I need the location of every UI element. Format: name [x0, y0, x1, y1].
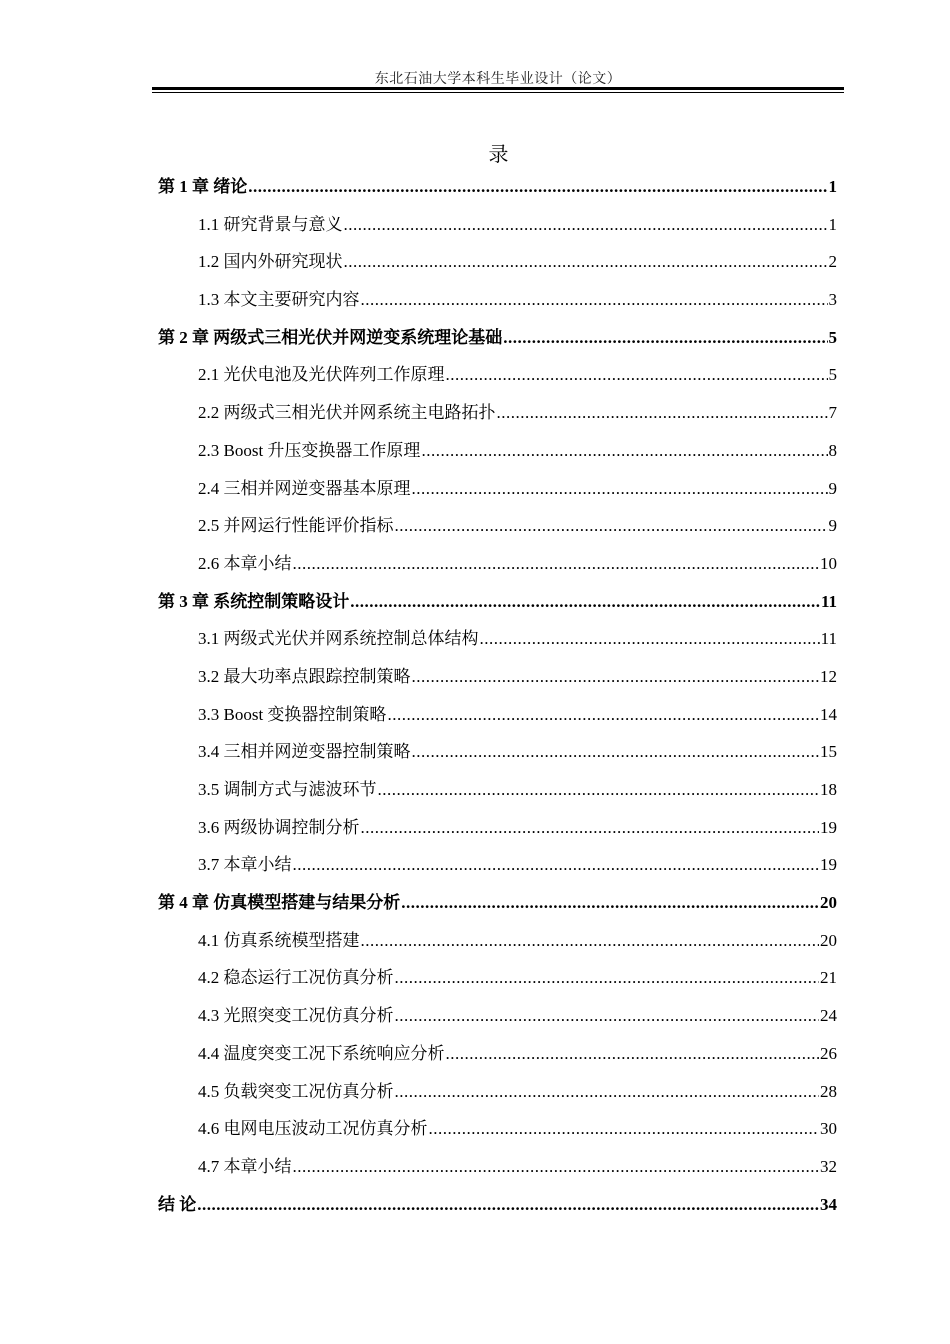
- dot-leader: [395, 1073, 820, 1111]
- toc-entry-title: 1.3 本文主要研究内容: [198, 290, 360, 310]
- toc-entry-title: 2.5 并网运行性能评价指标: [198, 516, 394, 536]
- toc-entry-title: 2.1 光伏电池及光伏阵列工作原理: [198, 365, 445, 385]
- toc-page-number: 32: [820, 1156, 837, 1176]
- dot-leader: [361, 281, 828, 319]
- toc-title: 录: [488, 144, 509, 166]
- toc-page-number: 28: [820, 1081, 837, 1101]
- toc-section-entry[interactable]: [158, 1073, 837, 1111]
- toc-entry-title: 1.1 研究背景与意义: [198, 214, 343, 234]
- toc-entry-title: 第 4 章 仿真模型搭建与结果分析: [158, 893, 401, 913]
- toc-entry-title: 2.2 两级式三相光伏并网系统主电路拓扑: [198, 403, 496, 423]
- toc-page-number: 15: [820, 742, 837, 762]
- toc-section-entry[interactable]: [158, 771, 837, 809]
- dot-leader: [387, 696, 819, 734]
- toc-entry-title: 第 2 章 两级式三相光伏并网逆变系统理论基础: [158, 327, 503, 347]
- toc-page-number: 10: [820, 553, 837, 573]
- toc-section-entry[interactable]: [158, 356, 837, 394]
- dot-leader: [395, 507, 828, 545]
- toc-section-entry[interactable]: [158, 809, 837, 847]
- dot-leader: [293, 545, 820, 583]
- toc-entry-title: 第 1 章 绪论: [158, 177, 248, 196]
- toc-section-entry[interactable]: [158, 394, 837, 432]
- table-of-contents: [158, 168, 837, 1223]
- toc-page-number: 14: [820, 704, 837, 724]
- dot-leader: [350, 583, 820, 621]
- toc-section-entry[interactable]: [158, 733, 837, 771]
- toc-section-entry[interactable]: [158, 658, 837, 696]
- toc-entry-title: 4.3 光照突变工况仿真分析: [198, 1006, 394, 1026]
- dot-leader: [344, 206, 828, 244]
- dot-leader: [395, 997, 820, 1035]
- toc-page-number: 12: [820, 666, 837, 686]
- toc-page-number: 11: [820, 629, 837, 649]
- toc-entry-title: 3.7 本章小结: [198, 855, 292, 875]
- toc-page-number: 5: [828, 327, 837, 347]
- header-rule-thick: [152, 87, 844, 90]
- toc-page-number: 24: [820, 1006, 837, 1026]
- toc-entry-title: 结 论: [158, 1194, 197, 1214]
- toc-chapter-entry[interactable]: [158, 1186, 837, 1224]
- toc-section-entry[interactable]: [158, 432, 837, 470]
- toc-page-number: 34: [820, 1194, 837, 1214]
- toc-chapter-entry[interactable]: [158, 319, 837, 357]
- toc-entry-title: 4.7 本章小结: [198, 1156, 292, 1176]
- toc-entry-title: 4.6 电网电压波动工况仿真分析: [198, 1119, 428, 1139]
- toc-page-number: 1: [828, 177, 837, 196]
- toc-page-number: 9: [828, 478, 837, 498]
- dot-leader: [344, 243, 828, 281]
- toc-chapter-entry[interactable]: [158, 168, 837, 206]
- toc-section-entry[interactable]: [158, 959, 837, 997]
- running-header: 东北石油大学本科生毕业设计（论文）: [374, 72, 622, 87]
- toc-section-entry[interactable]: [158, 1110, 837, 1148]
- dot-leader: [412, 733, 820, 771]
- toc-section-entry[interactable]: [158, 507, 837, 545]
- dot-leader: [480, 620, 820, 658]
- toc-page-number: 20: [820, 893, 837, 913]
- toc-section-entry[interactable]: [158, 922, 837, 960]
- dot-leader: [446, 1035, 820, 1073]
- toc-section-entry[interactable]: [158, 620, 837, 658]
- toc-section-entry[interactable]: [158, 470, 837, 508]
- toc-entry-title: 4.2 稳态运行工况仿真分析: [198, 968, 394, 988]
- toc-section-entry[interactable]: [158, 281, 837, 319]
- toc-entry-title: 3.5 调制方式与滤波环节: [198, 780, 377, 799]
- toc-section-entry[interactable]: [158, 243, 837, 281]
- toc-page-number: 11: [820, 591, 837, 611]
- toc-entry-title: 2.6 本章小结: [198, 553, 292, 573]
- toc-page-number: 18: [820, 780, 837, 799]
- toc-section-entry[interactable]: [158, 1035, 837, 1073]
- toc-entry-title: 第 3 章 系统控制策略设计: [158, 591, 350, 611]
- toc-entry-title: 2.4 三相并网逆变器基本原理: [198, 478, 411, 498]
- toc-page-number: 20: [820, 930, 837, 950]
- toc-section-entry[interactable]: [158, 206, 837, 244]
- toc-entry-title: 4.4 温度突变工况下系统响应分析: [198, 1043, 445, 1063]
- dot-leader: [248, 168, 827, 206]
- dot-leader: [361, 809, 820, 847]
- toc-entry-title: 3.3 Boost 变换器控制策略: [198, 704, 387, 724]
- dot-leader: [412, 470, 828, 508]
- dot-leader: [197, 1186, 819, 1224]
- toc-page-number: 5: [828, 365, 837, 385]
- toc-entry-title: 3.6 两级协调控制分析: [198, 817, 360, 837]
- toc-section-entry[interactable]: [158, 1148, 837, 1186]
- toc-entry-title: 3.2 最大功率点跟踪控制策略: [198, 666, 411, 686]
- toc-section-entry[interactable]: [158, 997, 837, 1035]
- toc-page-number: 9: [828, 516, 837, 536]
- toc-page-number: 1: [828, 214, 837, 234]
- dot-leader: [361, 922, 820, 960]
- toc-entry-title: 2.3 Boost 升压变换器工作原理: [198, 440, 421, 460]
- toc-section-entry[interactable]: [158, 846, 837, 884]
- toc-entry-title: 3.1 两级式光伏并网系统控制总体结构: [198, 629, 479, 649]
- toc-page-number: 26: [820, 1043, 837, 1063]
- dot-leader: [293, 846, 820, 884]
- toc-page-number: 3: [828, 290, 837, 310]
- toc-page-number: 19: [820, 855, 837, 875]
- dot-leader: [421, 432, 827, 470]
- dot-leader: [401, 884, 819, 922]
- toc-page-number: 8: [828, 440, 837, 460]
- toc-page-number: 19: [820, 817, 837, 837]
- toc-entry-title: 3.4 三相并网逆变器控制策略: [198, 742, 411, 762]
- toc-page-number: 21: [820, 968, 837, 988]
- toc-entry-title: 4.5 负载突变工况仿真分析: [198, 1081, 394, 1101]
- dot-leader: [412, 658, 820, 696]
- dot-leader: [395, 959, 820, 997]
- toc-entry-title: 4.1 仿真系统模型搭建: [198, 930, 360, 950]
- toc-section-entry[interactable]: [158, 696, 837, 734]
- dot-leader: [503, 319, 827, 357]
- dot-leader: [429, 1110, 820, 1148]
- toc-page-number: 30: [820, 1119, 837, 1139]
- toc-entry-title: 1.2 国内外研究现状: [198, 252, 343, 272]
- toc-chapter-entry[interactable]: [158, 583, 837, 621]
- toc-section-entry[interactable]: [158, 545, 837, 583]
- header-rule-thin: [152, 92, 844, 93]
- dot-leader: [378, 771, 820, 809]
- dot-leader: [497, 394, 828, 432]
- dot-leader: [446, 356, 828, 394]
- dot-leader: [293, 1148, 820, 1186]
- toc-page-number: 7: [828, 403, 837, 423]
- toc-page-number: 2: [828, 252, 837, 272]
- toc-chapter-entry[interactable]: [158, 884, 837, 922]
